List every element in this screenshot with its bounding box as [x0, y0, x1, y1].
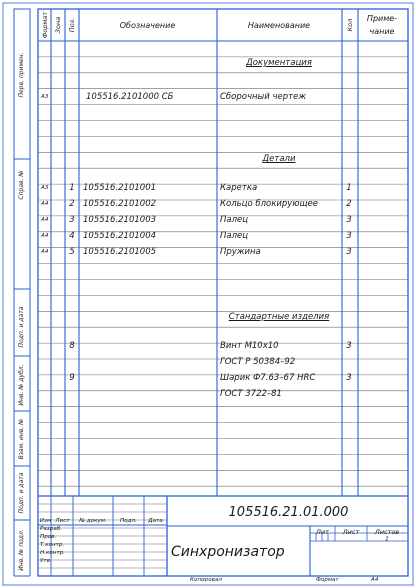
- ref-no-label: Справ. №: [18, 170, 25, 200]
- role-approved: Утв.: [40, 558, 52, 564]
- row-pos: 4: [69, 231, 75, 241]
- table-grid: [38, 41, 408, 568]
- row-pos: 8: [69, 341, 75, 351]
- row-designation: 105516.2101000 СБ: [86, 92, 174, 102]
- row-name: Сборочный чертеж: [220, 92, 306, 102]
- row-designation: 105516.2101005: [83, 247, 157, 257]
- header-pos: Поз.: [68, 17, 76, 33]
- row-name: Пружина: [220, 247, 261, 257]
- row-qty: 3: [346, 341, 352, 351]
- row-format: А3: [41, 94, 49, 100]
- inv-orig-label: Инв. № подл.: [18, 529, 25, 571]
- role-norm-control: Н.контр.: [40, 550, 66, 556]
- row-designation: 105516.2101003: [83, 215, 157, 225]
- row-pos: 5: [69, 247, 75, 257]
- sheet-label: Лист: [342, 528, 360, 536]
- row-pos: 1: [69, 183, 75, 193]
- role-tech-control: Т.контр.: [40, 542, 65, 548]
- role-developed: Разраб.: [40, 526, 62, 532]
- row-name: ГОСТ 3722–81: [220, 389, 282, 399]
- sheets-label: Листов: [374, 528, 400, 536]
- row-name: Кольцо блокирующее: [220, 199, 318, 209]
- row-name: Палец: [220, 231, 249, 241]
- row-name: ГОСТ Р 50384–92: [220, 357, 296, 367]
- row-qty: 1: [346, 183, 352, 193]
- first-use-label: Перв. примен.: [18, 52, 25, 98]
- section-documentation: Документация: [246, 58, 312, 68]
- header-designation: Обозначение: [119, 21, 176, 30]
- col-sign: Подп.: [120, 518, 137, 524]
- header-zone: Зона: [54, 16, 62, 34]
- header-note-1: Приме-: [366, 14, 398, 23]
- row-pos: 3: [69, 215, 75, 225]
- row-format: А4: [41, 201, 49, 207]
- footer-format-value: А4: [371, 577, 379, 583]
- row-pos: 2: [69, 199, 75, 209]
- interchange-inv-label: Взам. инв. №: [18, 418, 25, 460]
- header-qty: Кол: [346, 18, 354, 32]
- inv-dup-label: Инв. № дубл.: [18, 364, 25, 406]
- col-doc-no: № докум.: [79, 518, 107, 524]
- row-qty: 3: [346, 247, 352, 257]
- header-note-2: чание: [369, 27, 395, 36]
- drawing-title: Синхронизатор: [171, 544, 285, 560]
- role-checked: Пров.: [40, 534, 57, 540]
- row-qty: 3: [346, 231, 352, 241]
- drawing-frame: [3, 3, 413, 585]
- row-format: А4: [41, 217, 49, 223]
- row-designation: 105516.2101001: [83, 183, 157, 193]
- row-name: Каретка: [220, 183, 258, 193]
- row-qty: 3: [346, 215, 352, 225]
- header-name: Наименование: [247, 21, 311, 30]
- row-designation: 105516.2101002: [83, 199, 157, 209]
- row-format: А3: [41, 185, 49, 191]
- col-sheet: Лист: [55, 518, 70, 524]
- lit-label: Лит: [316, 528, 329, 536]
- sign-date-label-1: Подп. и дата: [18, 306, 25, 348]
- row-name: Винт М10х10: [220, 341, 279, 351]
- footer-copied: Копировал: [190, 577, 222, 583]
- row-qty: 2: [346, 199, 352, 209]
- row-format: А4: [41, 233, 49, 239]
- footer-format: Формат: [316, 577, 339, 583]
- sign-date-label-2: Подп. и дата: [18, 472, 25, 514]
- section-parts: Детали: [262, 154, 296, 164]
- row-format: А4: [41, 249, 49, 255]
- row-pos: 9: [69, 373, 75, 383]
- header-format: Формат: [41, 11, 49, 39]
- row-name: Палец: [220, 215, 249, 225]
- col-date: Дата: [148, 518, 163, 524]
- sheets-value: 1: [384, 535, 390, 543]
- row-name: Шарик Ф7.63–67 HRC: [220, 373, 316, 383]
- row-qty: 3: [346, 373, 352, 383]
- row-designation: 105516.2101004: [83, 231, 157, 241]
- section-standard: Стандартные изделия: [228, 312, 330, 322]
- doc-number: 105516.21.01.000: [228, 505, 349, 520]
- col-change: Изм: [39, 518, 52, 524]
